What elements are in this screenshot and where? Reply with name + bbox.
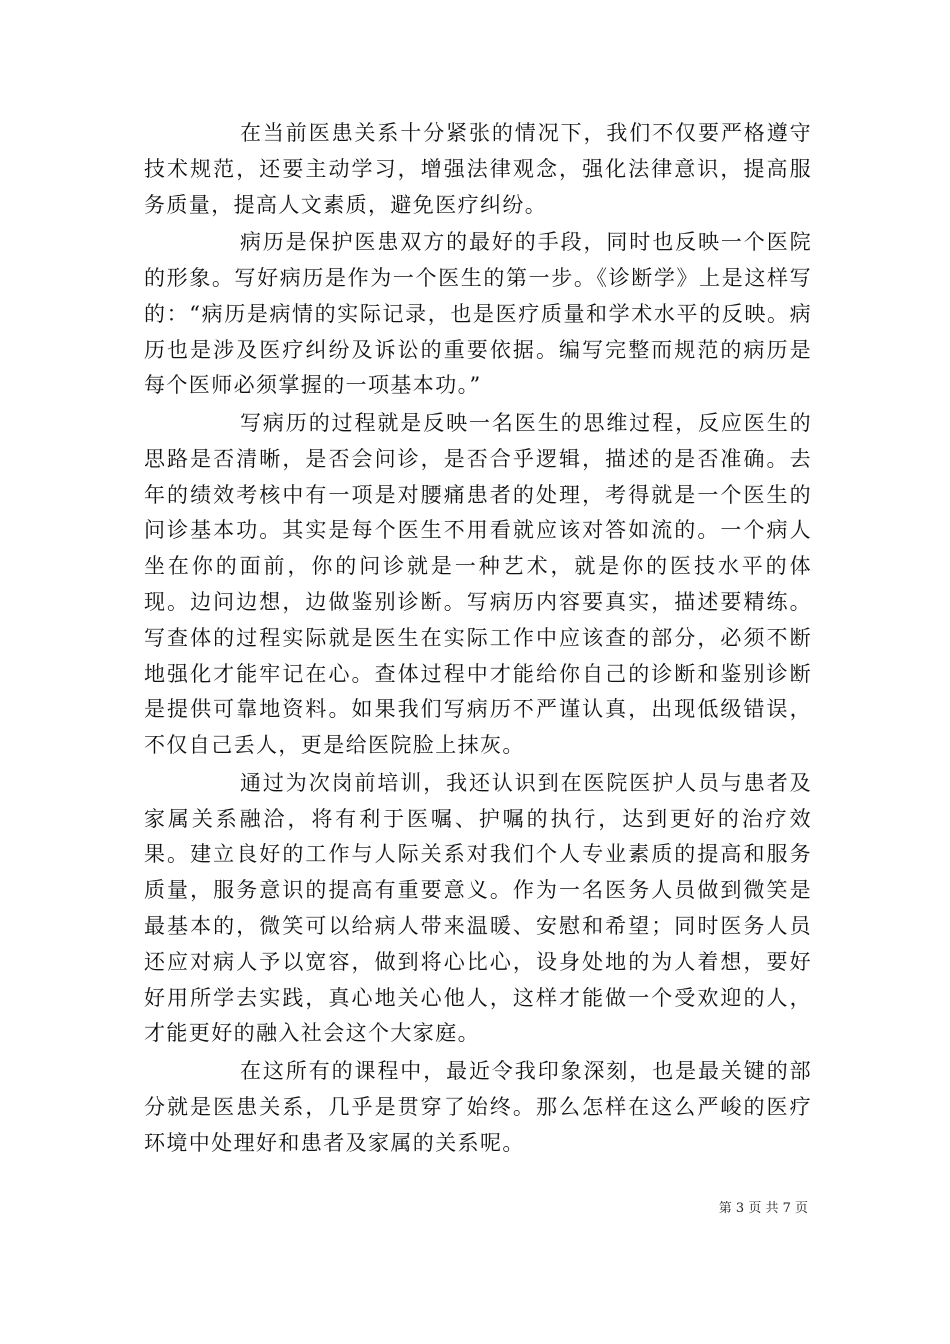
paragraph: 在这所有的课程中，最近令我印象深刻，也是最关键的部分就是医患关系，几乎是贯穿了始终。那么怎样在这么严峻的医疗环境中处理好和患者及家属的关系呢。	[144, 1058, 812, 1155]
document-body	[144, 116, 812, 1161]
paragraph: 病历是保护医患双方的最好的手段，同时也反映一个医院的形象。写好病历是作为一个医生的第一步。《诊断学》上是这样写的：“病历是病情的实际记录，也是医疗质量和学术水平的反映。病历也是涉及医疗纠纷及诉讼的重要依据。编写完整而规范的病历是每个医师必须掌握的一项基本功。”	[144, 230, 812, 398]
page-number: 第 3 页 共 7 页	[718, 1201, 808, 1216]
paragraph: 写病历的过程就是反映一名医生的思维过程，反应医生的思路是否清晰，是否会问诊，是否合乎逻辑，描述的是否准确。去年的绩效考核中有一项是对腰痛患者的处理，考得就是一个医生的问诊基本功。其实是每个医生不用看就应该对答如流的。一个病人坐在你的面前，你的问诊就是一种艺术，就是你的医技水平的体现。边问边想，边做鉴别诊断。写病历内容要真实，描述要精练。写查体的过程实际就是医生在实际工作中应该查的部分，必须不断地强化才能牢记在心。查体过程中才能给你自己的诊断和鉴别诊断是提供可靠地资料。如果我们写病历不严谨认真，出现低级错误，不仅自己丢人，更是给医院脸上抹灰。	[144, 410, 812, 758]
paragraph: 通过为次岗前培训，我还认识到在医院医护人员与患者及家属关系融洽，将有利于医嘱、护嘱的执行，达到更好的治疗效果。建立良好的工作与人际关系对我们个人专业素质的提高和服务质量，服务意识的提高有重要意义。作为一名医务人员做到微笑是最基本的，微笑可以给病人带来温暖、安慰和希望；同时医务人员还应对病人予以宽容，做到将心比心，设身处地的为人着想，要好好用所学去实践，真心地关心他人，这样才能做一个受欢迎的人，才能更好的融入社会这个大家庭。	[144, 770, 812, 1046]
paragraph: 在当前医患关系十分紧张的情况下，我们不仅要严格遵守技术规范，还要主动学习，增强法律观念，强化法律意识，提高服务质量，提高人文素质，避免医疗纠纷。	[144, 121, 812, 217]
